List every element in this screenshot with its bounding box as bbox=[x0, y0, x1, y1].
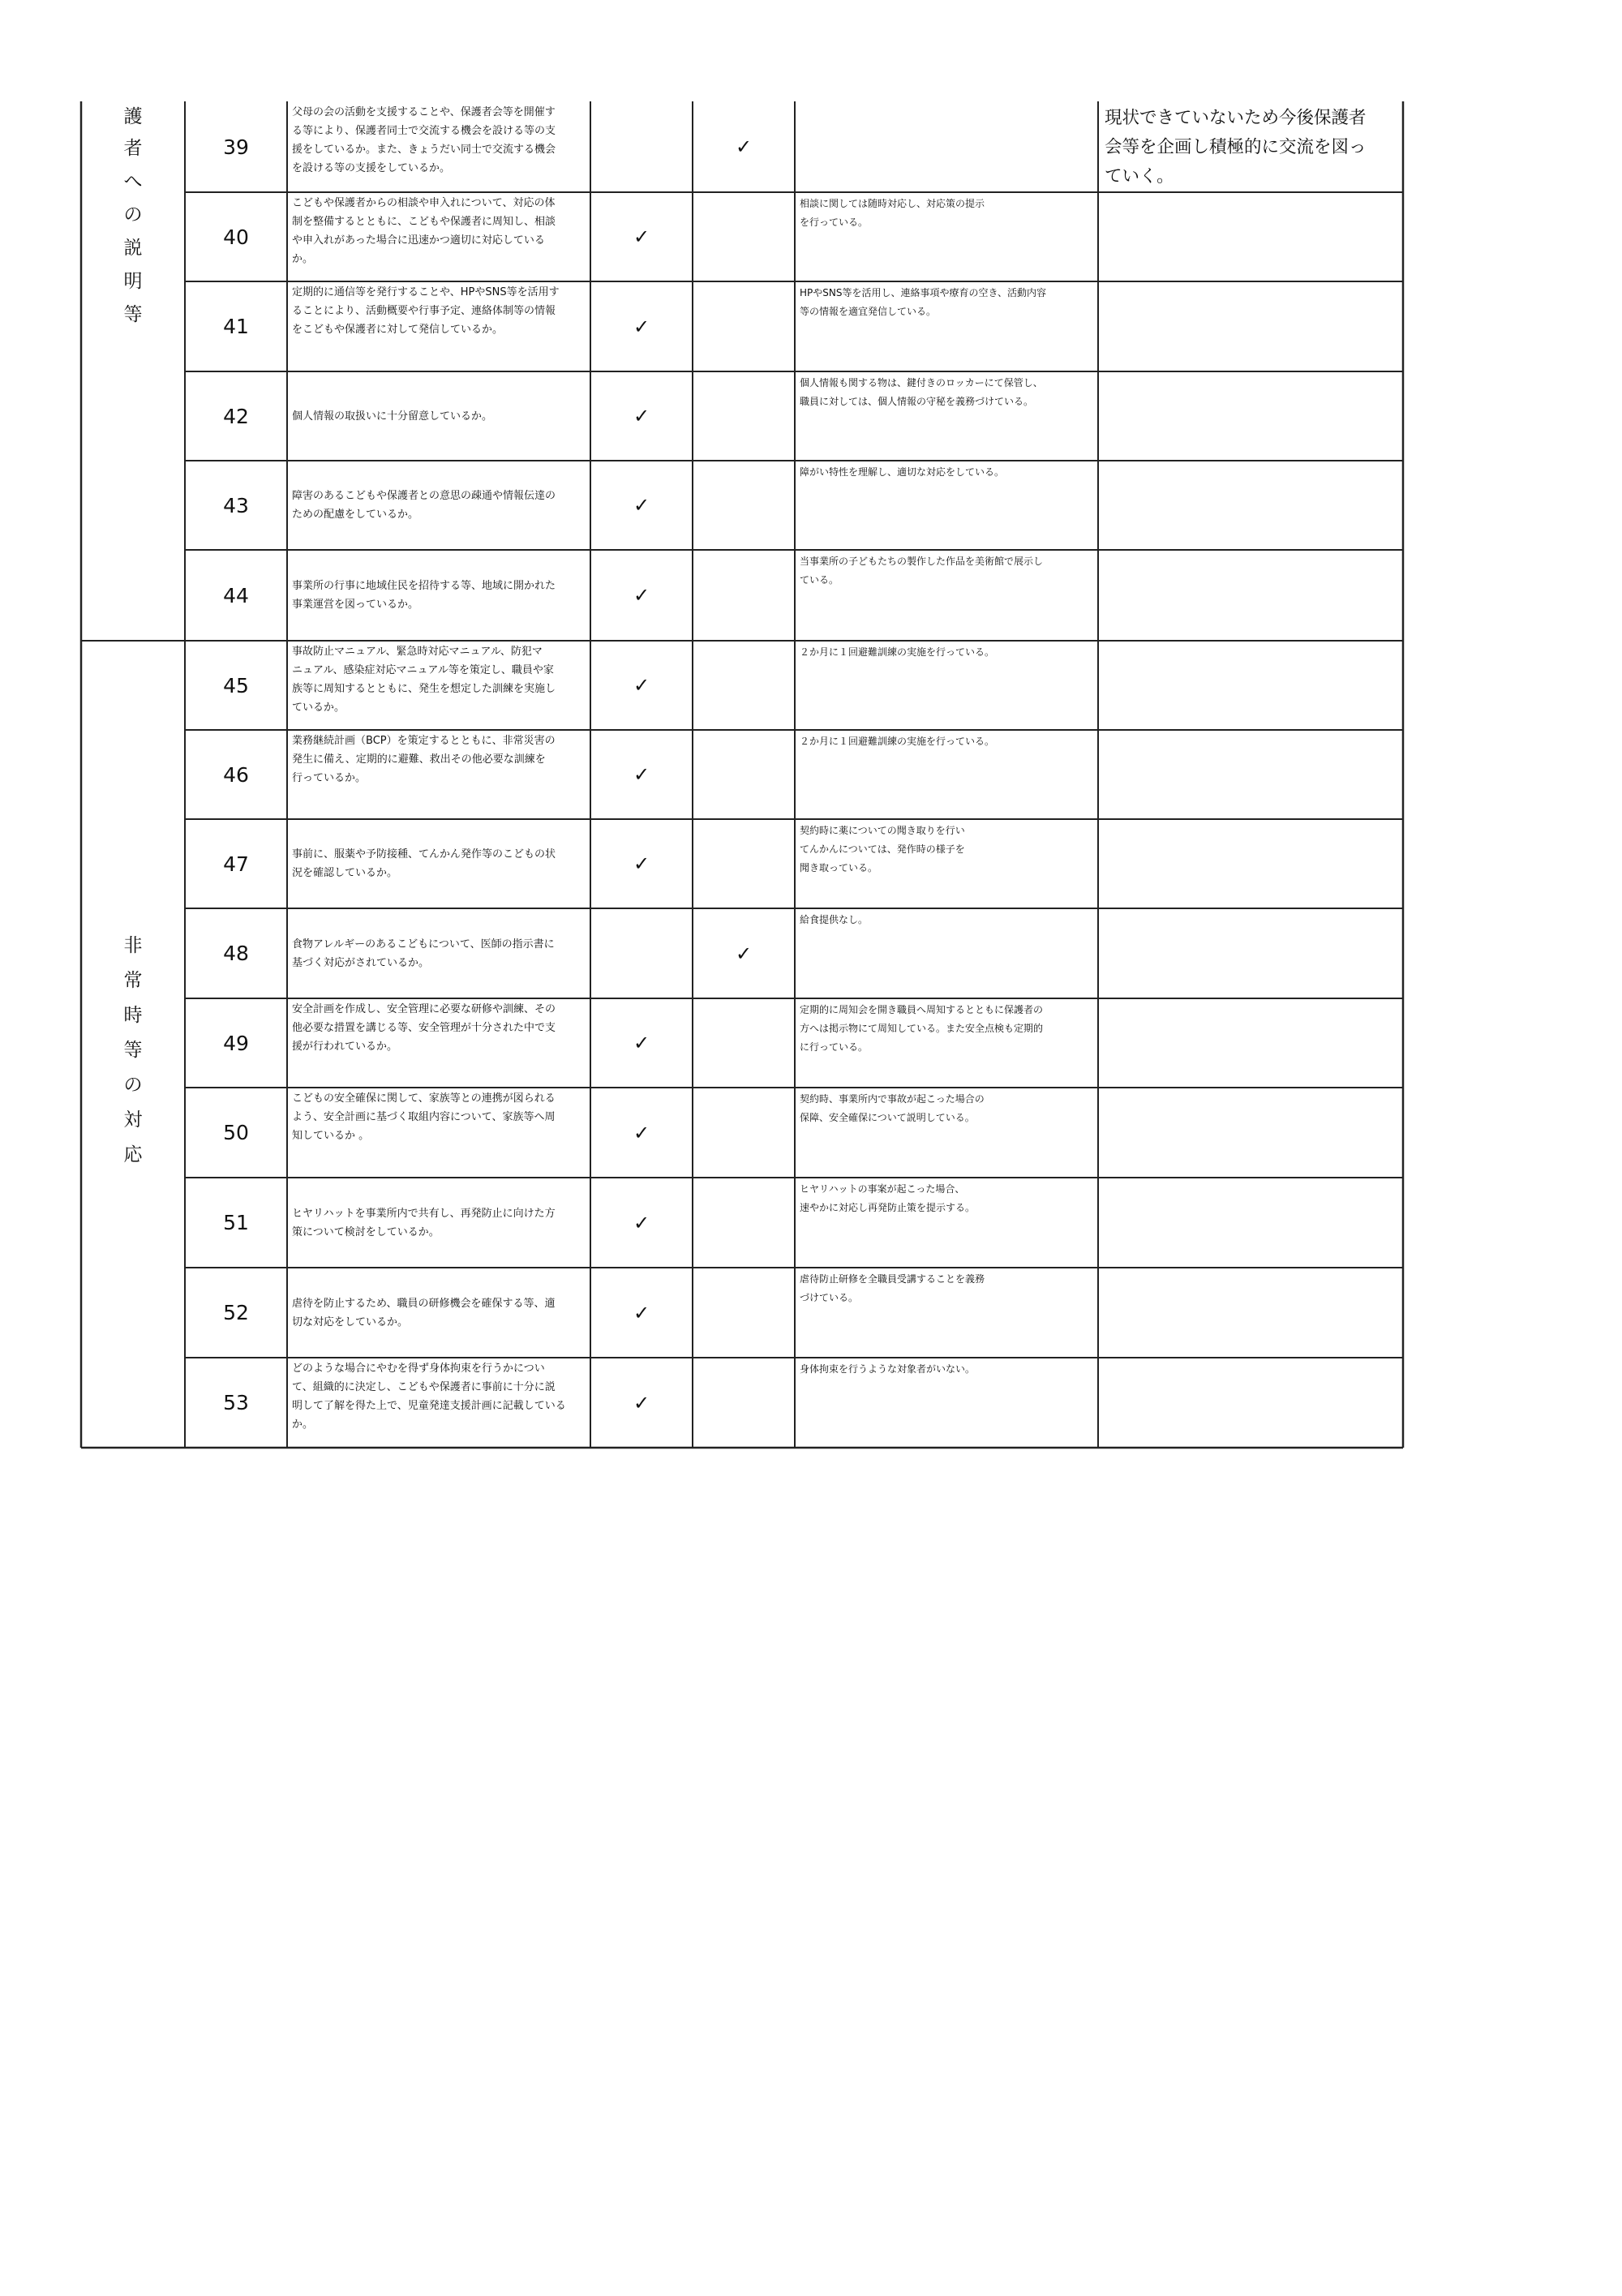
improvement-note bbox=[1098, 1358, 1403, 1448]
status-note: HPやSNS等を活用し、連絡事項や療育の空き、活動内容 等の情報を適宜発信している。 bbox=[800, 287, 1046, 317]
status-note: 障がい特性を理解し、適切な対応をしている。 bbox=[800, 466, 1005, 478]
improvement-note bbox=[1098, 550, 1403, 641]
section-label-char: 者 bbox=[123, 138, 143, 159]
section-label-char: 等 bbox=[123, 304, 143, 325]
check-no-cell bbox=[693, 641, 795, 730]
section-label-char: 護 bbox=[123, 106, 143, 127]
check-no-cell: ✓ bbox=[735, 942, 753, 965]
item-number: 48 bbox=[223, 942, 249, 965]
status-note: ヒヤリハットの事案が起こった場合、 速やかに対応し再発防止策を提示する。 bbox=[800, 1183, 976, 1213]
item-description: 事業所の行事に地域住民を招待する等、地域に開かれた 事業運営を図っているか。 bbox=[292, 580, 556, 611]
check-no-cell bbox=[693, 550, 795, 641]
item-number: 41 bbox=[223, 315, 249, 338]
improvement-note bbox=[1098, 192, 1403, 281]
improvement-note bbox=[1098, 819, 1403, 908]
status-note: 給食提供なし。 bbox=[800, 914, 869, 925]
check-no-cell bbox=[693, 1178, 795, 1268]
check-yes-cell: ✓ bbox=[633, 405, 650, 427]
check-yes-cell: ✓ bbox=[633, 1211, 650, 1234]
item-description: ヒヤリハットを事業所内で共有し、再発防止に向けた方 策について検討をしているか。 bbox=[292, 1207, 556, 1238]
item-description: こどもや保護者からの相談や申入れについて、対応の体 制を整備するとともに、こどもや保護者に周知し、相談 や申入れがあった場合に迅速かつ適切に対応している か。 bbox=[292, 197, 556, 265]
check-yes-cell: ✓ bbox=[633, 1032, 650, 1054]
section-label-char: 対 bbox=[123, 1109, 143, 1131]
check-yes-cell: ✓ bbox=[633, 674, 650, 697]
status-note: ２か月に１回避難訓練の実施を行っている。 bbox=[800, 646, 995, 658]
check-yes-cell: ✓ bbox=[633, 494, 650, 517]
section-label-char: へ bbox=[123, 171, 143, 192]
check-no-cell bbox=[693, 1358, 795, 1448]
improvement-note bbox=[1098, 730, 1403, 819]
check-yes-cell: ✓ bbox=[633, 1121, 650, 1144]
section-label-char: 非 bbox=[123, 935, 143, 956]
item-description: 安全計画を作成し、安全管理に必要な研修や訓練、その 他必要な措置を講じる等、安全管理が十分された中で支 援が行われているか。 bbox=[292, 1003, 556, 1053]
status-note: 契約時、事業所内で事故が起こった場合の 保障、安全確保について説明している。 bbox=[800, 1093, 985, 1123]
evaluation-table bbox=[81, 101, 1403, 1460]
item-description: 父母の会の活動を支援することや、保護者会等を開催す る等により、保護者同士で交流する機会を設ける等の支 援をしているか。また、きょうだい同士で交流する機会 を設ける等の支援をしているか。 bbox=[292, 106, 556, 174]
improvement-note: 現状できていないため今後保護者 会等を企画し積極的に交流を図っ ていく。 bbox=[1105, 108, 1367, 187]
item-description: どのような場合にやむを得ず身体拘束を行うかについ て、組織的に決定し、こどもや保護者に事前に十分に説 明して了解を得た上で、児童発達支援計画に記載している か。 bbox=[292, 1363, 566, 1431]
check-yes-cell bbox=[590, 101, 693, 192]
check-no-cell: ✓ bbox=[735, 135, 753, 158]
item-description: 食物アレルギーのあるこどもについて、医師の指示書に 基づく対応がされているか。 bbox=[292, 938, 555, 969]
check-yes-cell: ✓ bbox=[633, 1391, 650, 1414]
item-description: こどもの安全確保に関して、家族等との連携が図られる よう、安全計画に基づく取組内容について、家族等へ周 知しているか 。 bbox=[292, 1092, 556, 1142]
item-description: 事故防止マニュアル、緊急時対応マニュアル、防犯マ ニュアル、感染症対応マニュアル等を策定し、職員や家 族等に周知するとともに、発生を想定した訓練を実施し ているか。 bbox=[292, 646, 556, 714]
status-note: ２か月に１回避難訓練の実施を行っている。 bbox=[800, 736, 995, 747]
item-number: 52 bbox=[223, 1301, 249, 1324]
check-no-cell bbox=[693, 1268, 795, 1358]
section-label-char: 時 bbox=[123, 1005, 143, 1026]
check-yes-cell: ✓ bbox=[633, 1301, 650, 1324]
status-note bbox=[795, 101, 1098, 192]
check-yes-cell: ✓ bbox=[633, 852, 650, 875]
check-no-cell bbox=[693, 998, 795, 1088]
improvement-note bbox=[1098, 281, 1403, 371]
status-note: 相談に関しては随時対応し、対応策の提示 を行っている。 bbox=[800, 198, 985, 228]
item-description: 定期的に通信等を発行することや、HPやSNS等を活用す ることにより、活動概要や行事予定、連絡体制等の情報 をこどもや保護者に対して発信しているか。 bbox=[292, 286, 560, 336]
section-label-emergency bbox=[81, 641, 185, 1448]
section-label-guardian bbox=[81, 101, 185, 641]
check-no-cell bbox=[693, 192, 795, 281]
check-yes-cell: ✓ bbox=[633, 225, 650, 248]
section-label-char: の bbox=[123, 1075, 143, 1096]
status-note: 契約時に薬についての聞き取りを行い てんかんについては、発作時の様子を 聞き取っている。 bbox=[800, 825, 965, 873]
status-note: 身体拘束を行うような対象者がいない。 bbox=[800, 1363, 976, 1375]
improvement-note bbox=[1098, 641, 1403, 730]
item-number: 44 bbox=[223, 583, 249, 607]
check-no-cell bbox=[693, 371, 795, 461]
section-label-char: 応 bbox=[123, 1144, 143, 1165]
check-no-cell bbox=[693, 281, 795, 371]
check-yes-cell: ✓ bbox=[633, 763, 650, 786]
check-yes-cell bbox=[590, 908, 693, 998]
status-note: 虐待防止研修を全職員受講することを義務 づけている。 bbox=[800, 1273, 985, 1303]
item-number: 40 bbox=[223, 225, 249, 249]
improvement-note bbox=[1098, 998, 1403, 1088]
improvement-note bbox=[1098, 461, 1403, 550]
item-number: 47 bbox=[223, 852, 249, 876]
item-description: 事前に、服薬や予防接種、てんかん発作等のこどもの状 況を確認しているか。 bbox=[292, 848, 556, 879]
item-number: 42 bbox=[223, 404, 249, 428]
item-number: 39 bbox=[223, 135, 249, 159]
improvement-note bbox=[1098, 1178, 1403, 1268]
item-number: 49 bbox=[223, 1031, 249, 1055]
section-label-char: 等 bbox=[123, 1040, 143, 1061]
item-number: 46 bbox=[223, 762, 249, 787]
improvement-note bbox=[1098, 1088, 1403, 1178]
status-note: 定期的に周知会を開き職員へ周知するとともに保護者の 方へは掲示物にて周知している。また安全点検も定期的 に行っている。 bbox=[800, 1004, 1044, 1053]
check-no-cell bbox=[693, 819, 795, 908]
improvement-note bbox=[1098, 371, 1403, 461]
check-yes-cell: ✓ bbox=[633, 584, 650, 607]
item-number: 45 bbox=[223, 673, 249, 697]
check-yes-cell: ✓ bbox=[633, 315, 650, 338]
item-description: 虐待を防止するため、職員の研修機会を確保する等、適 切な対応をしているか。 bbox=[292, 1297, 556, 1328]
item-number: 50 bbox=[223, 1121, 249, 1144]
item-description: 業務継続計画（BCP）を策定するとともに、非常災害の 発生に備え、定期的に避難、救出その他必要な訓練を 行っているか。 bbox=[292, 735, 556, 784]
item-description: 個人情報の取扱いに十分留意しているか。 bbox=[292, 410, 493, 423]
section-label-char: の bbox=[123, 204, 143, 225]
check-no-cell bbox=[693, 461, 795, 550]
item-number: 51 bbox=[223, 1211, 249, 1234]
improvement-note bbox=[1098, 1268, 1403, 1358]
item-description: 障害のあるこどもや保護者との意思の疎通や情報伝達の ための配慮をしているか。 bbox=[292, 490, 556, 521]
section-label-char: 説 bbox=[123, 238, 143, 259]
item-number: 53 bbox=[223, 1391, 249, 1414]
status-note: 個人情報も関する物は、鍵付きのロッカーにて保管し、 職員に対しては、個人情報の守秘を義務づけている。 bbox=[800, 377, 1043, 407]
check-no-cell bbox=[693, 730, 795, 819]
item-number: 43 bbox=[223, 493, 249, 517]
improvement-note bbox=[1098, 908, 1403, 998]
check-no-cell bbox=[693, 1088, 795, 1178]
section-label-char: 明 bbox=[123, 271, 143, 292]
status-note: 当事業所の子どもたちの製作した作品を美術館で展示し ている。 bbox=[800, 556, 1044, 586]
section-label-char: 常 bbox=[123, 970, 143, 991]
